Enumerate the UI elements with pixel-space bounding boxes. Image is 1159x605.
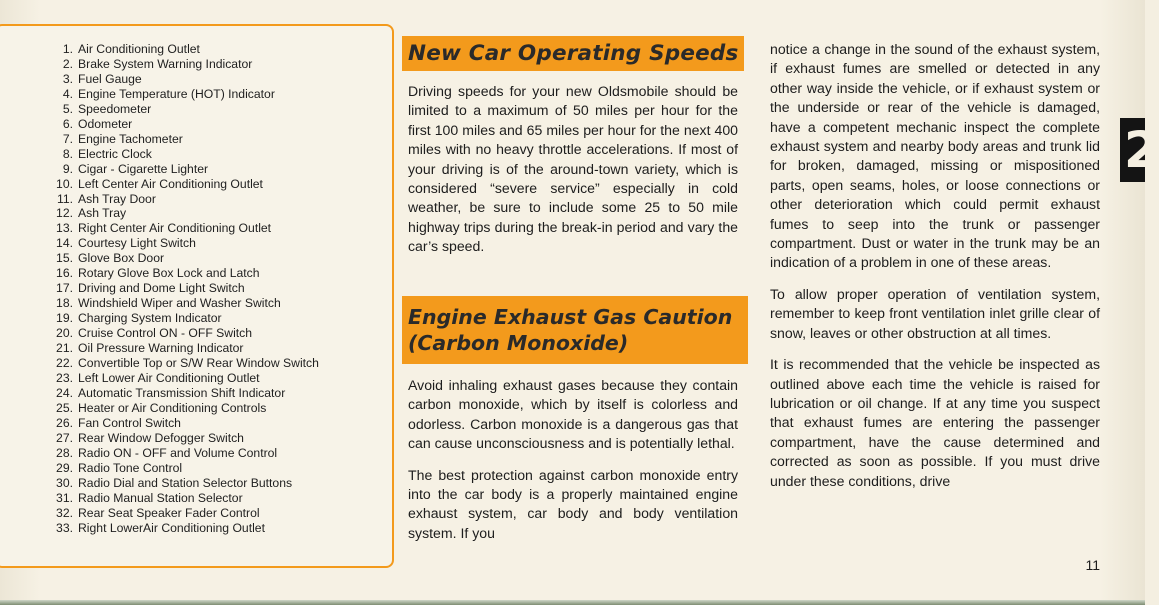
- legend-item-label: Charging System Indicator: [78, 311, 222, 326]
- legend-item-label: Ash Tray Door: [78, 191, 156, 206]
- legend-item-label: Ash Tray: [78, 206, 127, 221]
- legend-item-number: 18.: [56, 296, 73, 311]
- legend-item-label: Rotary Glove Box Lock and Latch: [78, 266, 260, 281]
- legend-item: [28, 521, 378, 536]
- legend-item-number: 6.: [62, 116, 73, 131]
- legend-item-label: Driving and Dome Light Switch: [78, 281, 245, 296]
- legend-item: [28, 386, 378, 401]
- legend-item-number: 28.: [56, 445, 73, 460]
- heading-exhaust-caution: [402, 296, 748, 364]
- legend-item: [28, 311, 378, 326]
- legend-item-label: Electric Clock: [78, 146, 152, 161]
- legend-item-label: Air Conditioning Outlet: [78, 42, 200, 56]
- legend-item: [28, 476, 378, 491]
- legend-item: [28, 446, 378, 461]
- legend-item-label: Automatic Transmission Shift Indicator: [78, 385, 286, 400]
- legend-item-label: Cigar - Cigarette Lighter: [78, 161, 209, 176]
- legend-item: [28, 102, 378, 117]
- legend-item-number: 30.: [56, 475, 73, 490]
- legend-item: [28, 236, 378, 251]
- legend-item-number: 16.: [56, 266, 73, 281]
- legend-item-number: 9.: [62, 161, 73, 176]
- legend-item-number: 29.: [56, 460, 73, 475]
- legend-item-label: Fan Control Switch: [78, 415, 181, 430]
- chapter-tab: 2: [1120, 118, 1145, 182]
- legend-item: [28, 491, 378, 506]
- legend-item-number: 22.: [56, 356, 73, 371]
- legend-item: [28, 57, 378, 72]
- exhaust-section: [408, 376, 738, 543]
- legend-item-label: Fuel Gauge: [78, 71, 142, 86]
- legend-item-number: 1.: [62, 42, 73, 56]
- legend-list: [28, 42, 378, 535]
- legend-item-number: 27.: [56, 430, 73, 445]
- legend-item-number: 13.: [56, 221, 73, 236]
- col3-paragraph-2: To allow proper operation of ventilation system, remember to keep front ventilation inlet grille clear of snow, leaves or other obstruction at all times.: [770, 285, 1100, 341]
- legend-item: [28, 506, 378, 521]
- legend-item-label: Brake System Warning Indicator: [78, 56, 253, 71]
- legend-item-number: 7.: [62, 131, 73, 146]
- legend-item-number: 21.: [56, 341, 73, 356]
- col3-paragraph-1: notice a change in the sound of the exhaust system, if exhaust fumes are smelled or detected in any other way inside the vehicle, or if exhaust system or the underside or rear of the vehicle is damaged, have a competent mechanic inspect the complete exhaust system and nearby body areas and trunk lid for broken, damaged, missing or mispositioned parts, open seams, holes, or loose connections or other deterioration which could permit exhaust fumes to seep into the trunk or passenger compartment. Dust or water in the trunk may be an indication of a problem in one of these areas.: [770, 41, 1100, 271]
- legend-item-number: 11.: [56, 191, 73, 206]
- legend-item-label: Right LowerAir Conditioning Outlet: [78, 520, 265, 535]
- legend-item-number: 19.: [56, 311, 73, 326]
- legend-item-label: Engine Tachometer: [78, 131, 183, 146]
- legend-item: [28, 326, 378, 341]
- legend-item: [28, 72, 378, 87]
- legend-item: [28, 132, 378, 147]
- legend-item: [28, 371, 378, 386]
- legend-item: [28, 341, 378, 356]
- legend-item-number: 25.: [56, 400, 73, 415]
- legend-item-number: 4.: [62, 86, 73, 101]
- legend-item-label: Heater or Air Conditioning Controls: [78, 400, 267, 415]
- legend-item-label: Convertible Top or S/W Rear Window Switch: [78, 356, 319, 371]
- legend-item: [28, 431, 378, 446]
- legend-item-label: Odometer: [78, 116, 133, 131]
- legend-item: [28, 251, 378, 266]
- legend-item-number: 20.: [56, 326, 73, 341]
- legend-item: [28, 266, 378, 281]
- legend-item-number: 5.: [62, 101, 73, 116]
- legend-item: [28, 177, 378, 192]
- speeds-paragraph: Driving speeds for your new Oldsmobile should be limited to a maximum of 50 miles per hour for the first 100 miles and 65 miles per hour for the next 400 miles with no heavy throttle accelerations. If most of your driving is of the around-town variety, which is considered “severe service” especially in cold weather, be sure to include some 25 to 50 mile highway trips during the break-in period and vary the car’s speed.: [408, 83, 738, 255]
- page-bottom-edge: [0, 600, 1145, 605]
- legend-item: [28, 87, 378, 102]
- legend-item-number: 23.: [56, 370, 73, 385]
- legend-item-label: Radio ON - OFF and Volume Control: [78, 445, 278, 460]
- legend-item: [28, 147, 378, 162]
- legend-item-number: 26.: [56, 415, 73, 430]
- legend-item-label: Speedometer: [78, 101, 152, 116]
- exhaust-paragraph-2: The best protection against carbon monoxide entry into the car body is a properly maintained engine exhaust system, car body and body ventilation system. If you: [408, 466, 738, 541]
- legend-item-label: Engine Temperature (HOT) Indicator: [78, 86, 275, 101]
- heading-exhaust-line2: (Carbon Monoxide): [408, 331, 629, 355]
- legend-item-number: 3.: [62, 71, 73, 86]
- legend-item-label: Left Center Air Conditioning Outlet: [78, 176, 263, 191]
- legend-item-number: 24.: [56, 385, 73, 400]
- legend-item-number: 12.: [56, 206, 73, 221]
- heading-operating-speeds: New Car Operating Speeds: [402, 36, 744, 71]
- legend-item-label: Oil Pressure Warning Indicator: [78, 341, 244, 356]
- legend-item-label: Left Lower Air Conditioning Outlet: [78, 370, 260, 385]
- legend-item: [28, 281, 378, 296]
- legend-item: [28, 401, 378, 416]
- legend-item-label: Cruise Control ON - OFF Switch: [78, 326, 253, 341]
- legend-item-label: Radio Dial and Station Selector Buttons: [78, 475, 293, 490]
- legend-item-number: 10.: [56, 176, 73, 191]
- legend-item: [28, 416, 378, 431]
- legend-item: [28, 42, 378, 57]
- legend-item-number: 32.: [56, 505, 73, 520]
- legend-item: [28, 221, 378, 236]
- legend-item: [28, 117, 378, 132]
- legend-item: [28, 162, 378, 177]
- legend-item-number: 33.: [56, 520, 73, 535]
- legend-item-number: 8.: [62, 146, 73, 161]
- heading-exhaust-line1: Engine Exhaust Gas Caution: [408, 305, 733, 329]
- page-number: 11: [1085, 557, 1100, 573]
- legend-item-label: Radio Tone Control: [78, 460, 183, 475]
- legend-item: [28, 192, 378, 207]
- legend-item-number: 2.: [62, 56, 73, 71]
- exhaust-paragraph-1: Avoid inhaling exhaust gases because they contain carbon monoxide, which by itself is colorless and odorless. Carbon monoxide is a dangerous gas that can cause unconsciousness and is potentially lethal.: [408, 377, 738, 452]
- legend-item-label: Windshield Wiper and Washer Switch: [78, 296, 281, 311]
- legend-item-label: Glove Box Door: [78, 251, 165, 266]
- legend-item-label: Rear Seat Speaker Fader Control: [78, 505, 260, 520]
- legend-item-number: 31.: [56, 490, 73, 505]
- legend-item-label: Radio Manual Station Selector: [78, 490, 243, 505]
- legend-item: [28, 296, 378, 311]
- legend-item: [28, 356, 378, 371]
- legend-item: [28, 206, 378, 221]
- legend-item-label: Courtesy Light Switch: [78, 236, 196, 251]
- legend-item-number: 17.: [56, 281, 73, 296]
- legend-item-number: 15.: [56, 251, 73, 266]
- legend-item: [28, 461, 378, 476]
- legend-item-number: 14.: [56, 236, 73, 251]
- column-3: [770, 40, 1100, 491]
- legend-item-label: Right Center Air Conditioning Outlet: [78, 221, 272, 236]
- speeds-section: [408, 82, 738, 257]
- col3-paragraph-3: It is recommended that the vehicle be inspected as outlined above each time the vehicle is raised for lubrication or oil change. If at any time you suspect that exhaust fumes are entering the passenger compartment, have the cause determined and corrected as soon as possible. If you must drive under these conditions, drive: [770, 356, 1100, 489]
- legend-item-label: Rear Window Defogger Switch: [78, 430, 244, 445]
